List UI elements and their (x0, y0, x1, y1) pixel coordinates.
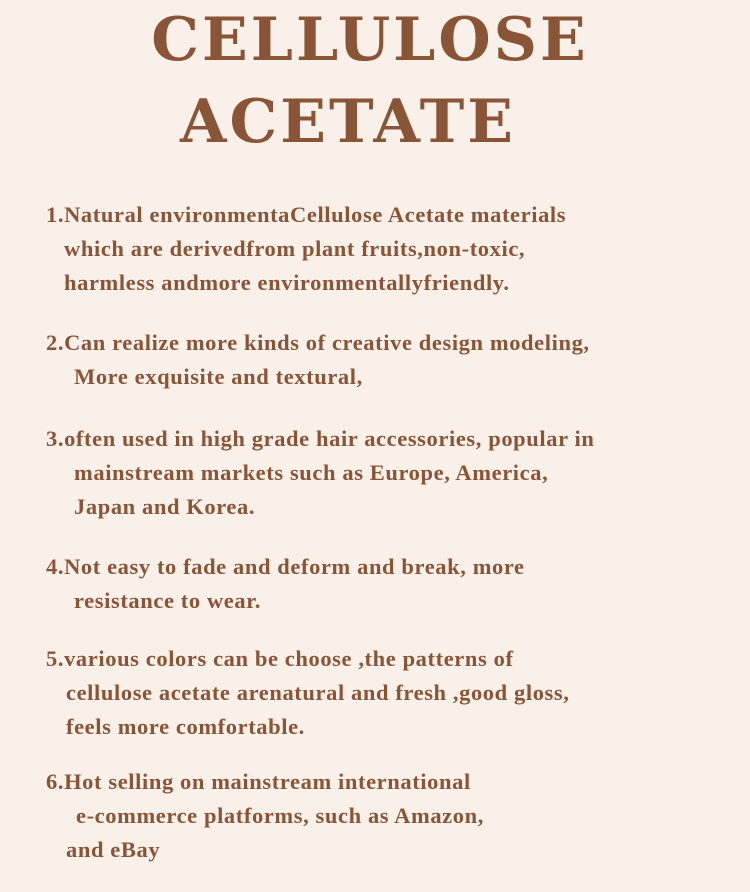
list-item-6-line-2: e-commerce platforms, such as Amazon, (76, 803, 484, 828)
list-item-3-line-1: 3.often used in high grade hair accessories, popular in (46, 426, 595, 451)
title-line-1: CELLULOSE (151, 5, 589, 75)
list-item-5-line-1: 5.various colors can be choose ,the patterns of (46, 646, 514, 671)
list-item-3-line-3: Japan and Korea. (74, 494, 256, 519)
list-item-1 (46, 198, 566, 300)
list-item-1-line-1: 1.Natural environmentaCellulose Acetate materials (46, 202, 567, 227)
list-item-6-line-3: and eBay (66, 837, 161, 862)
list-item-1-line-3: harmless andmore environmentallyfriendly. (64, 270, 510, 295)
list-item-5 (46, 642, 569, 744)
list-item-6-line-1: 6.Hot selling on mainstream international (46, 769, 471, 794)
list-item-2 (46, 326, 590, 394)
list-item-3-line-2: mainstream markets such as Europe, America, (74, 460, 549, 485)
list-item-5-line-2: cellulose acetate arenatural and fresh ,good gloss, (66, 680, 570, 705)
list-item-4 (46, 550, 525, 618)
list-item-4-line-2: resistance to wear. (74, 588, 261, 613)
list-item-1-line-2: which are derivedfrom plant fruits,non-toxic, (64, 236, 526, 261)
list-item-3 (46, 422, 594, 524)
title-line-2: ACETATE (179, 87, 517, 157)
list-item-6 (46, 765, 484, 867)
list-item-5-line-3: feels more comfortable. (66, 714, 305, 739)
list-item-4-line-1: 4.Not easy to fade and deform and break, more (46, 554, 525, 579)
list-item-2-line-1: 2.Can realize more kinds of creative design modeling, (46, 330, 590, 355)
list-item-2-line-2: More exquisite and textural, (74, 364, 363, 389)
